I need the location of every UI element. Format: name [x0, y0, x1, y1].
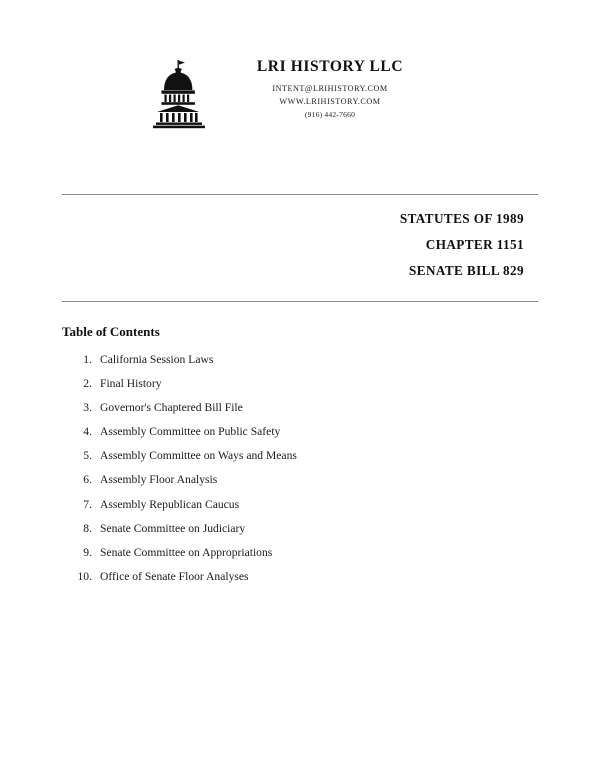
table-of-contents-heading: Table of Contents — [62, 324, 160, 339]
organization-website: WWW.LRIHISTORY.COM — [279, 97, 381, 106]
list-item-label: Senate Committee on Appropriations — [100, 545, 273, 559]
list-item-number: 8. — [83, 521, 92, 535]
letterhead — [0, 0, 600, 158]
list-item[interactable] — [62, 450, 538, 462]
list-item-number: 2. — [83, 377, 92, 391]
list-item[interactable] — [62, 402, 538, 414]
list-item[interactable] — [62, 426, 538, 438]
list-item[interactable] — [62, 354, 538, 366]
capitol-dome-icon — [148, 58, 210, 130]
list-item-label: Assembly Committee on Ways and Means — [100, 449, 297, 463]
list-item[interactable] — [62, 378, 538, 390]
list-item[interactable] — [62, 571, 538, 583]
list-item-label: Assembly Republican Caucus — [100, 497, 240, 511]
statutes-year: STATUTES OF 1989 — [399, 211, 524, 226]
list-item-label: California Session Laws — [100, 353, 214, 366]
list-item-number: 1. — [83, 353, 92, 366]
organization-block — [0, 58, 600, 119]
organization-name: LRI HISTORY LLC — [256, 58, 404, 75]
list-item-label: Assembly Floor Analysis — [100, 473, 218, 487]
list-item-number: 3. — [83, 401, 92, 415]
list-item-label: Senate Committee on Judiciary — [100, 521, 246, 535]
table-of-contents — [0, 302, 600, 582]
list-item[interactable] — [62, 499, 538, 511]
list-item-label: Assembly Committee on Public Safety — [100, 425, 281, 439]
bill-number: SENATE BILL 829 — [409, 263, 524, 278]
list-item[interactable] — [62, 547, 538, 559]
list-item-label: Office of Senate Floor Analyses — [100, 569, 249, 583]
list-item-number: 7. — [83, 497, 92, 511]
list-item[interactable] — [62, 474, 538, 486]
list-item-number: 4. — [83, 425, 92, 439]
list-item-number: 5. — [83, 449, 92, 463]
list-item-label: Governor's Chaptered Bill File — [100, 401, 243, 415]
table-of-contents-list — [62, 354, 538, 582]
organization-phone: (916) 442-7660 — [304, 110, 356, 119]
list-item-number: 6. — [83, 473, 92, 487]
chapter-number: CHAPTER 1151 — [425, 237, 524, 252]
list-item[interactable] — [62, 523, 538, 535]
list-item-number: 10. — [77, 569, 92, 583]
organization-email: INTENT@LRIHISTORY.COM — [272, 84, 388, 93]
title-block — [0, 195, 600, 279]
list-item-label: Final History — [100, 377, 162, 391]
list-item-number: 9. — [83, 545, 92, 559]
